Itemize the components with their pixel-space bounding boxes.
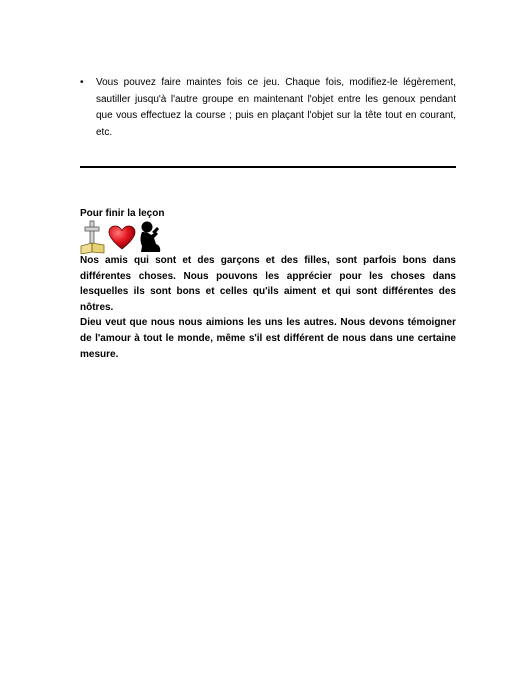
bullet-marker: • [80, 77, 84, 88]
cross-bible-icon [80, 220, 106, 254]
lesson-icons [80, 220, 170, 254]
heart-icon [108, 225, 136, 251]
section-divider [80, 166, 456, 168]
praying-child-icon [138, 220, 164, 254]
lesson-text [80, 253, 456, 362]
lesson-paragraph-2: Dieu veut que nous nous aimions les uns les autres. Nous devons témoigner de l'amour à tout le monde, même s'il est différent de nous dans une certaine mesure. [80, 317, 456, 360]
bullet-text: Vous pouvez faire maintes fois ce jeu. Chaque fois, modifiez-le légèrement, sautiller jusqu'à l'autre groupe en maintenant l'objet entre les genoux pendant que vous effectuez la course ; puis en plaçant l'objet sur la tête tout en courant, etc. [96, 77, 456, 138]
bullet-item [80, 75, 456, 141]
section-title: Pour finir la leçon [80, 208, 165, 219]
lesson-paragraph-1: Nos amis qui sont et des garçons et des filles, sont parfois bons dans différentes choses. Nous pouvons les apprécier pour les choses dans lesquelles ils sont bons et celles qu'ils aiment et qui sont différentes des nôtres. [80, 255, 456, 313]
